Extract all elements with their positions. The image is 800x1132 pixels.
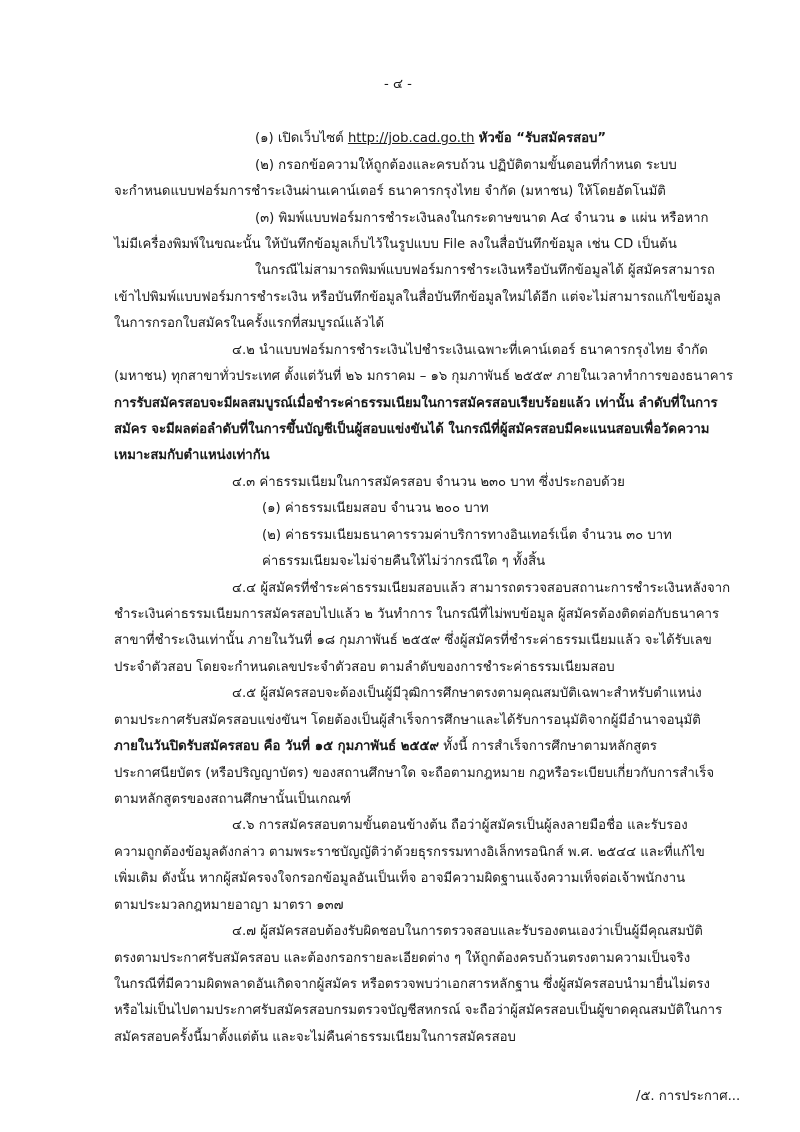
footer-continuation: /๕. การประกาศ... bbox=[636, 1089, 741, 1104]
item-1-open-website bbox=[255, 130, 606, 148]
paragraph-line: เข้าไปพิมพ์แบบฟอร์มการชำระเงิน หรือบันทึกข้อมูลในสื่อบันทึกข้อมูลใหม่ได้อีก แต่จะไม่สามารถแก้ไขข้อมูล bbox=[114, 290, 721, 305]
paragraph-line: ๔.๕ ผู้สมัครสอบจะต้องเป็นผู้มีวุฒิการศึกษาตรงตามคุณสมบัติเฉพาะสำหรับตำแหน่ง bbox=[232, 686, 702, 701]
paragraph-line: ๔.๒ นำแบบฟอร์มการชำระเงินไปชำระเงินเฉพาะที่เคาน์เตอร์ ธนาคารกรุงไทย จำกัด bbox=[232, 343, 708, 358]
paragraph-line: ตามประมวลกฎหมายอาญา มาตรา ๑๓๗ bbox=[114, 898, 344, 913]
paragraph-line: ๔.๗ ผู้สมัครสอบต้องรับผิดชอบในการตรวจสอบและรับรองตนเองว่าเป็นผู้มีคุณสมบัติ bbox=[232, 924, 703, 939]
paragraph-line-mixed bbox=[114, 738, 657, 756]
paragraph-line: (มหาชน) ทุกสาขาทั่วประเทศ ตั้งแต่วันที่ ๒๖ มกราคม – ๑๖ กุมภาพันธ์ ๒๕๕๙ ภายในเวลาทำการของธนาคาร bbox=[114, 369, 734, 384]
paragraph-line: (๒) กรอกข้อความให้ถูกต้องและครบถ้วน ปฏิบัติตามขั้นตอนที่กำหนด ระบบ bbox=[255, 158, 677, 173]
paragraph-line-bold: เหมาะสมกับตำแหน่งเท่ากัน bbox=[114, 448, 270, 463]
paragraph-line: ๔.๖ การสมัครสอบตามขั้นตอนข้างต้น ถือว่าผู้สมัครเป็นผู้ลงลายมือชื่อ และรับรอง bbox=[232, 818, 688, 833]
paragraph-line: ในกรณีที่มีความผิดพลาดอันเกิดจากผู้สมัคร หรือตรวจพบว่าเอกสารหลักฐาน ซึ่งผู้สมัครสอบนำมายื่นไม่ตรง bbox=[114, 977, 710, 992]
paragraph-line: ๔.๓ ค่าธรรมเนียมในการสมัครสอบ จำนวน ๒๓๐ บาท ซึ่งประกอบด้วย bbox=[232, 475, 625, 490]
paragraph-line-bold: การรับสมัครสอบจะมีผลสมบูรณ์เมื่อชำระค่าธรรมเนียมในการสมัครสอบเรียบร้อยแล้ว เท่านั้น ลำดับที่ในการ bbox=[114, 396, 718, 411]
paragraph-line: ชำระเงินค่าธรรมเนียมการสมัครสอบไปแล้ว ๒ วันทำการ ในกรณีที่ไม่พบข้อมูล ผู้สมัครต้องติดต่อกับธนาคาร bbox=[114, 607, 720, 622]
paragraph-text: ทั้งนี้ การสำเร็จการศึกษาตามหลักสูตร bbox=[443, 739, 657, 754]
paragraph-line: จะกำหนดแบบฟอร์มการชำระเงินผ่านเคาน์เตอร์ ธนาคารกรุงไทย จำกัด (มหาชน) ให้โดยอัตโนมัติ bbox=[114, 184, 666, 199]
paragraph-line: สาขาที่ชำระเงินเท่านั้น ภายในวันที่ ๑๘ กุมภาพันธ์ ๒๕๕๙ ซึ่งผู้สมัครที่ชำระค่าธรรมเนียมแล้ว จะได้รับเลข bbox=[114, 633, 712, 648]
item-1-suffix: หัวข้อ “รับสมัครสอบ” bbox=[478, 131, 607, 146]
paragraph-line: (๓) พิมพ์แบบฟอร์มการชำระเงินลงในกระดาษขนาด A๔ จำนวน ๑ แผ่น หรือหาก bbox=[255, 211, 709, 226]
fee-item: (๒) ค่าธรรมเนียมธนาคารรวมค่าบริการทางอินเทอร์เน็ต จำนวน ๓๐ บาท bbox=[262, 528, 672, 543]
paragraph-line: ตามประกาศรับสมัครสอบแข่งขันฯ โดยต้องเป็นผู้สำเร็จการศึกษาและได้รับการอนุมัติจากผู้มีอำนาจอนุมัติ bbox=[114, 713, 701, 728]
paragraph-line: ความถูกต้องข้อมูลดังกล่าว ตามพระราชบัญญัติว่าด้วยธุรกรรมทางอิเล็กทรอนิกส์ พ.ศ. ๒๕๔๔ และที่แก้ไข bbox=[114, 845, 705, 860]
paragraph-line-bold: สมัคร จะมีผลต่อลำดับที่ในการขึ้นบัญชีเป็นผู้สอบแข่งขันได้ ในกรณีที่ผู้สมัครสอบมีคะแนนสอบเพื่อวัดความ bbox=[114, 422, 710, 437]
paragraph-line: ในการกรอกใบสมัครในครั้งแรกที่สมบูรณ์แล้วได้ bbox=[114, 316, 385, 331]
job-website-link[interactable]: http://job.cad.go.th bbox=[347, 131, 475, 146]
paragraph-line: ในกรณีไม่สามารถพิมพ์แบบฟอร์มการชำระเงินหรือบันทึกข้อมูลได้ ผู้สมัครสามารถ bbox=[255, 263, 715, 278]
page-number: - ๔ - bbox=[384, 77, 412, 92]
item-1-prefix: (๑) เปิดเว็บไซต์ bbox=[255, 131, 344, 146]
paragraph-line: ตามหลักสูตรของสถานศึกษานั้นเป็นเกณฑ์ bbox=[114, 792, 351, 807]
paragraph-line: หรือไม่เป็นไปตามประกาศรับสมัครสอบกรมตรวจบัญชีสหกรณ์ จะถือว่าผู้สมัครสอบเป็นผู้ขาดคุณสมบัติในการ bbox=[114, 1003, 723, 1018]
fee-item: (๑) ค่าธรรมเนียมสอบ จำนวน ๒๐๐ บาท bbox=[262, 501, 489, 516]
paragraph-line: ไม่มีเครื่องพิมพ์ในขณะนั้น ให้บันทึกข้อมูลเก็บไว้ในรูปแบบ File ลงในสื่อบันทึกข้อมูล เช่น CD เป็นต้น bbox=[114, 237, 677, 252]
paragraph-line: สมัครสอบครั้งนี้มาตั้งแต่ต้น และจะไม่คืนค่าธรรมเนียมในการสมัครสอบ bbox=[114, 1030, 516, 1045]
paragraph-line: ประจำตัวสอบ โดยจะกำหนดเลขประจำตัวสอบ ตามลำดับของการชำระค่าธรรมเนียมสอบ bbox=[114, 660, 615, 675]
paragraph-line: เพิ่มเติม ดังนั้น หากผู้สมัครจงใจกรอกข้อมูลอันเป็นเท็จ อาจมีความผิดฐานแจ้งความเท็จต่อเจ้าพนักงาน bbox=[114, 871, 686, 886]
closing-date-text: ภายในวันปิดรับสมัครสอบ คือ วันที่ ๑๕ กุมภาพันธ์ ๒๕๕๙ bbox=[114, 739, 440, 754]
paragraph-line: ค่าธรรมเนียมจะไม่จ่ายคืนให้ไม่ว่ากรณีใด ๆ ทั้งสิ้น bbox=[262, 554, 546, 569]
paragraph-line: ประกาศนียบัตร (หรือปริญญาบัตร) ของสถานศึกษาใด จะถือตามกฎหมาย กฎหรือระเบียบเกี่ยวกับการสำเร็จ bbox=[114, 766, 715, 781]
paragraph-line: ๔.๔ ผู้สมัครที่ชำระค่าธรรมเนียมสอบแล้ว สามารถตรวจสอบสถานะการชำระเงินหลังจาก bbox=[232, 581, 731, 596]
paragraph-line: ตรงตามประกาศรับสมัครสอบ และต้องกรอกรายละเอียดต่าง ๆ ให้ถูกต้องครบถ้วนตรงตามความเป็นจริง bbox=[114, 951, 691, 966]
